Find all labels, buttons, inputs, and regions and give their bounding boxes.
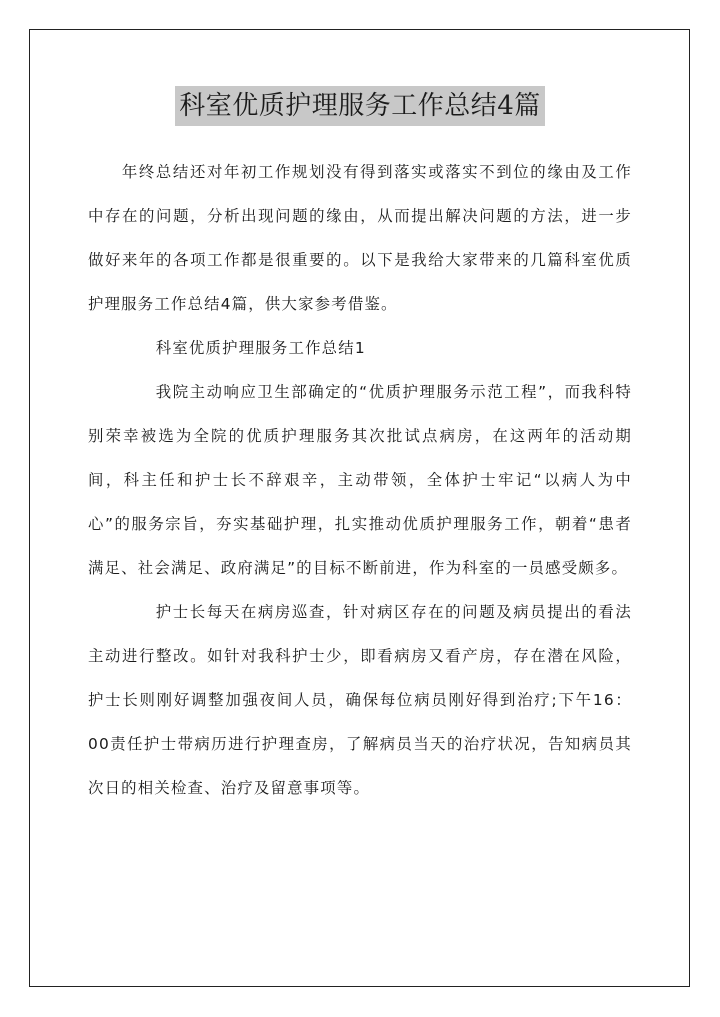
title-container <box>0 86 720 126</box>
intro-paragraph: 年终总结还对年初工作规划没有得到落实或落实不到位的缘由及工作中存在的问题，分析出现问题的缘由，从而提出解决问题的方法，进一步做好来年的各项工作都是很重要的。以下是我给大家带来的几篇科室优质护理服务工作总结4篇，供大家参考借鉴。 <box>88 163 632 313</box>
document-body <box>88 150 632 810</box>
section-heading: 科室优质护理服务工作总结1 <box>155 339 366 357</box>
document-title: 科室优质护理服务工作总结4篇 <box>175 86 545 126</box>
body-paragraph: 我院主动响应卫生部确定的“优质护理服务示范工程”，而我科特别荣幸被选为全院的优质护理服务其次批试点病房，在这两年的活动期间，科主任和护士长不辞艰辛，主动带领，全体护士牢记“以病人为中心”的服务宗旨，夯实基础护理，扎实推动优质护理服务工作，朝着“患者满足、社会满足、政府满足”的目标不断前进，作为科室的一员感受颇多。 <box>88 383 632 577</box>
body-paragraph: 护士长每天在病房巡查，针对病区存在的问题及病员提出的看法主动进行整改。如针对我科护士少，即看病房又看产房，存在潜在风险，护士长则刚好调整加强夜间人员，确保每位病员刚好得到治疗;下午16：00责任护士带病历进行护理查房，了解病员当天的治疗状况，告知病员其次日的相关检查、治疗及留意事项等。 <box>88 603 632 797</box>
